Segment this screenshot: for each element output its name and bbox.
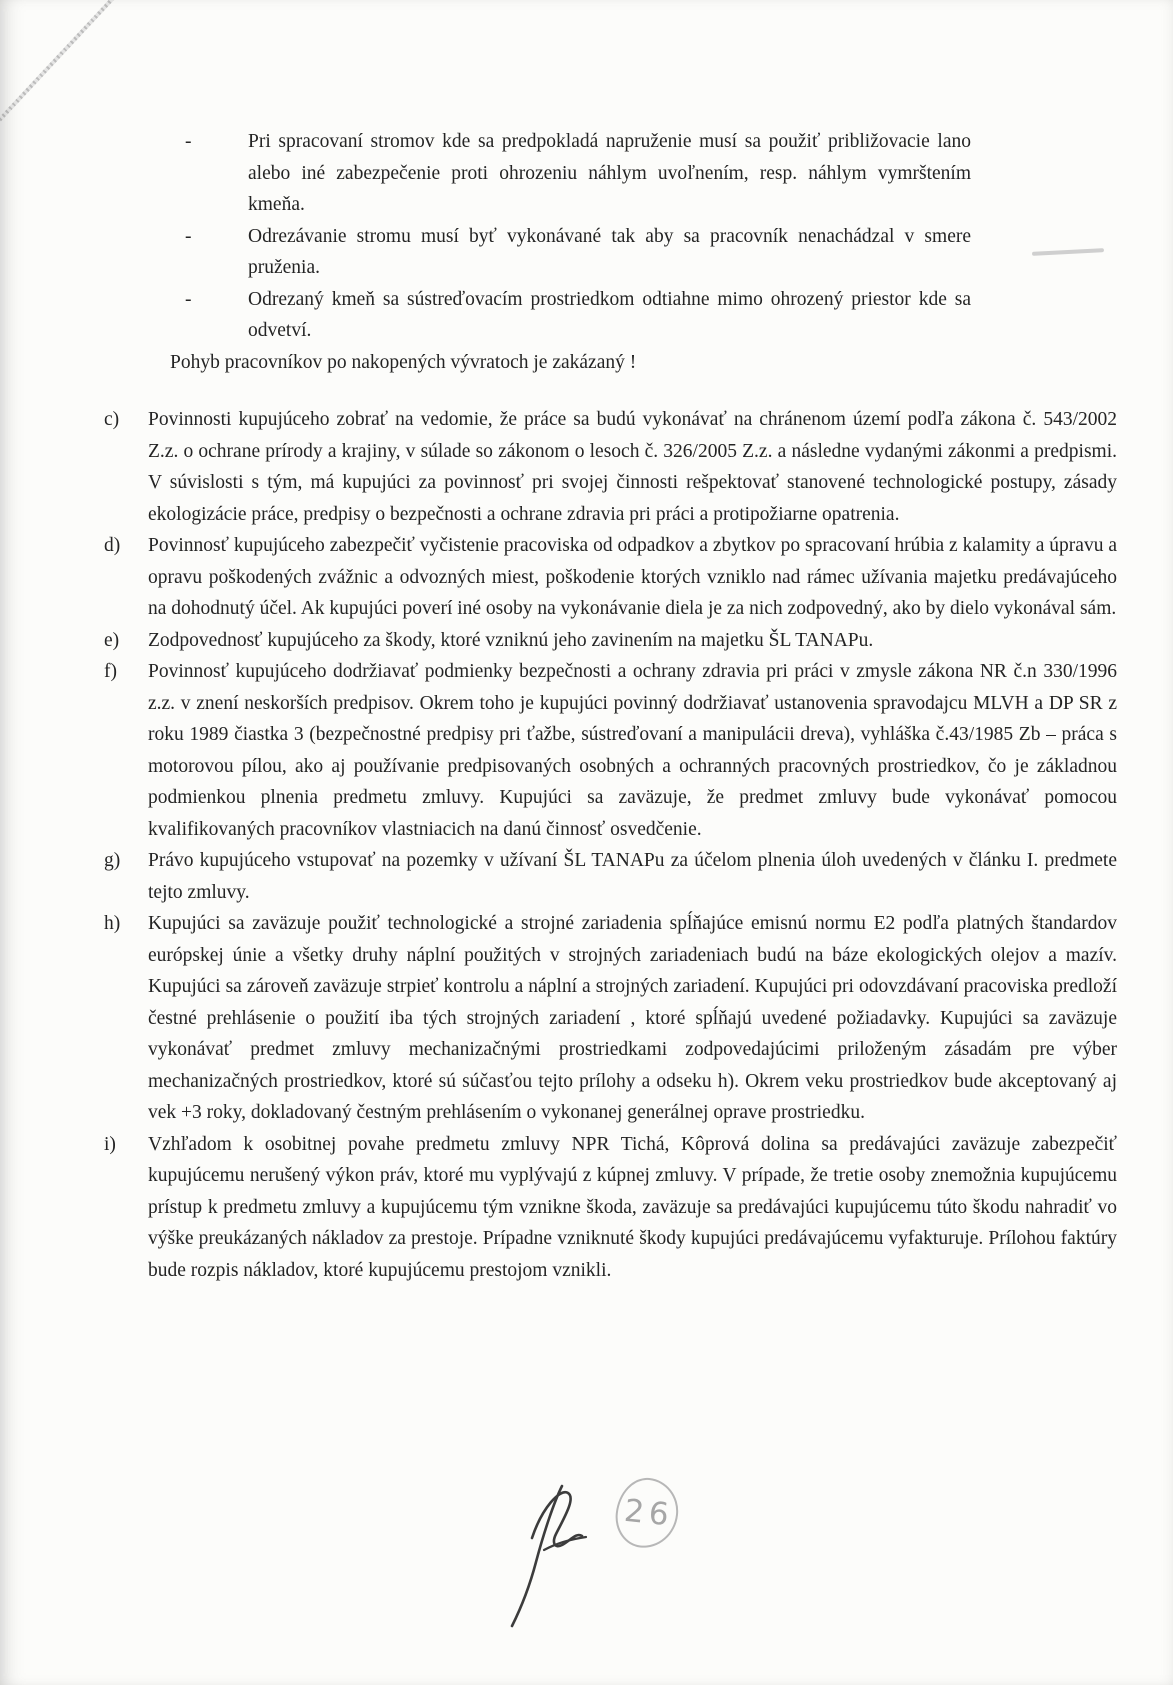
clause-h [104,908,1117,1129]
clause-text: Povinnosť kupujúceho zabezpečiť vyčistenie pracoviska od odpadkov a zbytkov po spracovaní hrúbia z kalamity a úpravu a opravu poškodených zvážnic a odvozných miest, poškodenie ktorých vzniklo nad rámec užívania majetku predávajúceho na dohodnutý účel. Ak kupujúci poverí iné osoby na vykonávanie diela je za nich zodpovedný, ako by dielo vykonával sám. [148,535,1117,619]
clause-letter: e) [104,629,120,651]
clause-text: Vzhľadom k osobitnej povahe predmetu zmluvy NPR Tichá, Kôprová dolina sa predávajúci zaväzuje zabezpečiť kupujúcemu nerušený výkon práv, ktoré mu vyplývajú z kúpnej zmluvy. V prípade, že tretie osoby znemožnia kupujúcemu prístup k predmetu zmluvy a kupujúcemu tým vznikne škoda, zaväzuje sa predávajúci kupujúcemu túto škodu nahradiť vo výške preukázaných nákladov za prestoje. Prípadne vzniknuté škody kupujúci predávajúcemu vyfakturuje. Prílohou faktúry bude rozpis nákladov, ktoré kupujúcemu prestojom vznikli. [148,1133,1117,1281]
signature-area [0,1472,1173,1682]
list-item [185,284,971,347]
clause-letter: d) [104,535,121,556]
clause-f [104,656,1117,845]
clause-text: Kupujúci sa zaväzuje použiť technologické a strojné zariadenia spĺňajúce emisnú normu E2 podľa platných štandardov európskej únie a všetky druhy náplní použitých v strojných zariadeniach budú na báze ekologických olejov a mazív. Kupujúci sa zároveň zaväzuje strpieť kontrolu a náplní a strojných zariadení. Kupujúci pri odovzdávaní pracoviska predloží čestné prehlásenie o použití iba tých strojných zariadení , ktoré spĺňajú uvedené požiadavky. Kupujúci sa zaväzuje vykonávať predmet zmluvy mechanizačnými prostriedkami zodpovedajúcimi priloženým zásadám pre výber mechanizačných prostriedkov, ktoré sú súčasťou tejto prílohy a odseku h). Okrem veku prostriedkov bude akceptovaný aj vek +3 roky, dokladovaný čestným prehlásením o vykonanej generálnej oprave prostriedku. [148,913,1117,1123]
list-item-text: Odrezávanie stromu musí byť vykonávané tak aby sa pracovník nenachádzal v smere pruženia. [248,225,971,278]
prohibition-statement: Pohyb pracovníkov po nakopených vývratoch je zakázaný ! [170,351,637,373]
clause-i [104,1129,1117,1287]
scan-artifact-corner-line [0,0,127,125]
clause-letter: f) [104,661,117,682]
clause-text: Povinnosť kupujúceho dodržiavať podmienky bezpečnosti a ochrany zdravia pri práci v zmysle zákona NR č.n 330/1996 z.z. v znení neskorších predpisov. Okrem toho je kupujúci povinný dodržiavať ustanovenia spravodajcu MLVH a DP SR z roku 1989 čiastka 3 (bezpečnostné predpisy pri ťažbe, sústreďovaní a manipulácii dreva), vyhláška č.43/1985 Zb – práca s motorovou pílou, ako aj používanie predpisovaných osobných a ochranných pracovných prostriedkov, čo je základnou podmienkou plnenia predmetu zmluvy. Kupujúci sa zaväzuje, že predmet zmluvy bude vykonávať pomocou kvalifikovaných pracovníkov vlastniacich na danú činnosť osvedčenie. [148,661,1117,840]
clause-e [104,625,1117,657]
list-item [185,221,971,284]
safety-dash-list [104,126,1117,347]
dash-bullet: - [185,288,192,310]
clause-c [104,404,1117,530]
clause-d [104,530,1117,625]
signature-icon [502,1480,598,1630]
page-number-value: 26 [622,1492,676,1534]
clause-text: Povinnosti kupujúceho zobrať na vedomie, že práce sa budú vykonávať na chránenom území podľa zákona č. 543/2002 Z.z. o ochrane prírody a krajiny, v súlade so zákonom o lesoch č. 326/2005 Z.z. a následne vydanými zákonmi a predpismi. V súvislosti s tým, má kupujúci za povinnosť pri svojej činnosti rešpektovať stanovené technologické postupy, zásady ekologizácie práce, predpisy o bezpečnosti a ochrane zdravia pri práci a protipožiarne opatrenia. [148,409,1117,525]
clause-letter: h) [104,913,121,934]
list-item-text: Pri spracovaní stromov kde sa predpokladá napruženie musí sa použiť približovacie lano alebo iné zabezpečenie proti ohrozeniu náhlym uvoľnením, resp. náhlym vymrštením kmeňa. [248,131,971,215]
clause-text: Zodpovednosť kupujúceho za škody, ktoré vzniknú jeho zavinením na majetku ŠL TANAPu. [148,629,874,651]
list-item [185,126,971,221]
clause-letter: g) [104,850,121,871]
clause-text: Právo kupujúceho vstupovať na pozemky v užívaní ŠL TANAPu za účelom plnenia úloh uvedených v článku I. predmete tejto zmluvy. [148,850,1117,903]
circled-page-number [613,1475,682,1551]
dash-bullet: - [185,131,192,152]
clause-g [104,845,1117,908]
clause-letter: i) [104,1133,116,1155]
list-item-text: Odrezaný kmeň sa sústreďovacím prostriedkom odtiahne mimo ohrozený priestor kde sa odvetví. [248,288,971,341]
document-body [104,126,1117,1286]
clause-letter: c) [104,409,120,430]
dash-bullet: - [185,225,192,247]
lettered-clause-list [104,404,1117,1286]
